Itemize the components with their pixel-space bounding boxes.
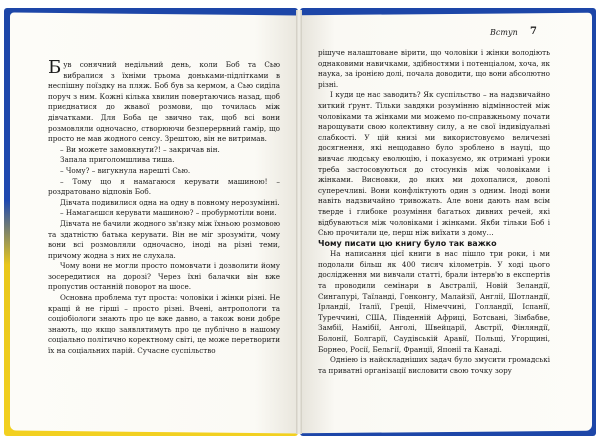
paragraph: Одніею із найскладніших задач було змусити громадські та приватні організації висловити свою точку зору: [318, 355, 550, 375]
opening-paragraph: Був сонячний недільний день, коли Боб та Сью вибралися з їхніми трьома доньками-підлітками в неспішну поїздку на пляж. Боб був за кермом, а Сью сиділа поруч з ним. Кожні кілька хвилин повертаючись назад, щоб приєднатися до жвавої розмови, що точилась між дівчатками. Для Боба це звично так, щоб всі вони розмовляли одночасно, створюючи безперервний гамір, що просто не мав жодного сенсу. Зрештою, він не витримав.: [48, 57, 280, 144]
paragraph: – Чому? – вигукнула нарешті Сью.: [60, 165, 191, 175]
drop-cap: Б: [48, 57, 62, 78]
paragraph: рішуче налаштоване вірити, що чоловіки і жінки володіють однаковими навичками, здібностями і потенціалом, хоча, як наука, за іронією долі, почала доводити, що вони абсолютно різні.: [318, 48, 550, 89]
paragraph: Запала приголомшлива тиша.: [60, 155, 175, 165]
paragraph: – Намагаєшся керувати машиною? – пробурмотіли вони.: [60, 208, 277, 218]
book-gutter: [296, 10, 302, 434]
paragraph: Чому вони не могли просто помовчати і дозволити йому зосередитися на дорозі? Через їхні балачки він вже пропустив останній поворот на шосе.: [48, 261, 280, 292]
running-head: Вступ: [490, 28, 518, 37]
section-heading: Чому писати цю книгу було так важко: [318, 238, 497, 248]
left-page-text: [48, 57, 280, 357]
paragraph: І куди це нас заводить? Як суспільство – на надзвичайно хиткий ґрунт. Тільки завдяки розумінню відмінностей між чоловіками та жінками ми можемо по-справжньому почати нарощувати свою колективну силу, а не свої індивідуальні слабкості. У цій книзі ми використовуємо величезні досягнення, які нещодавно було зроблено в науці, що вивчає людську еволюцію, і показуємо, як отримані уроки треба застосовуються до стосунків між чоловіками і жінками. Висновки, до яких ми дохопалися, доволі суперечливі. Вони конфліктують один з одним. Іноді вони навіть надзвичайно тривожать. Але вони дають нам всім твердe і глибоке розуміння багатьох дивних речей, які відбуваються між чоловіками і жінками. Якби тільки Боб і Сью прочитали це, перш ніж виїхати з дому…: [318, 90, 550, 238]
paragraph: Дівчата подивилися одна на одну в повному нерозумінні.: [60, 197, 280, 207]
paragraph: Основна проблема тут проста: чоловіки і жінки різні. Не кращі й не гірші – просто різні. Вчені, антропологи та соціобіологи знають про це вже давно, а також вони добре знають, що якщо заявлятимуть про це публічно в нашому соціально політично коректному світі, це може перетворити їх на соціальних парій. Сучасне суспільство: [48, 293, 280, 356]
paragraph: – Тому що я намагаюся керувати машиною! – роздратовано відповів Боб.: [48, 176, 280, 197]
page-number: 7: [530, 26, 537, 37]
paragraph: – Ви можете замовкнути?! – закричав він.: [60, 144, 220, 154]
paragraph: Дівчата не бачили жодного зв'язку між їхньою розмовою та здатністю батька керувати. Він не міг зрозуміти, чому вони всі розмовляли одночасно, іноді на різні теми, причому жодна з них не слухала.: [48, 218, 280, 260]
right-page-text: [318, 48, 550, 376]
paragraph: На написання цієї книги в нас пішло три роки, і ми подолали більш як 400 тисяч кілометрів. У ході цього дослідження ми вивчали статті, брали інтерв'ю в експертів та проводили семінари в Австралії, Новій Зеландії, Сингапурі, Таїланді, Гонконгу, Малайзії, Англії, Шотландії, Ірландії, Італії, Греції, Німеччині, Голландії, Іспанії, Туреччині, США, Південній Африці, Ботсвані, Зімбабве, Замбії, Намібії, Анголі, Швейцарії, Австрії, Фінляндії, Болонії, Болгарії, Саудівській Аравії, Польщі, Угорщині, Борнео, Росії, Бельгії, Франції, Японії та Канаді.: [318, 249, 550, 354]
